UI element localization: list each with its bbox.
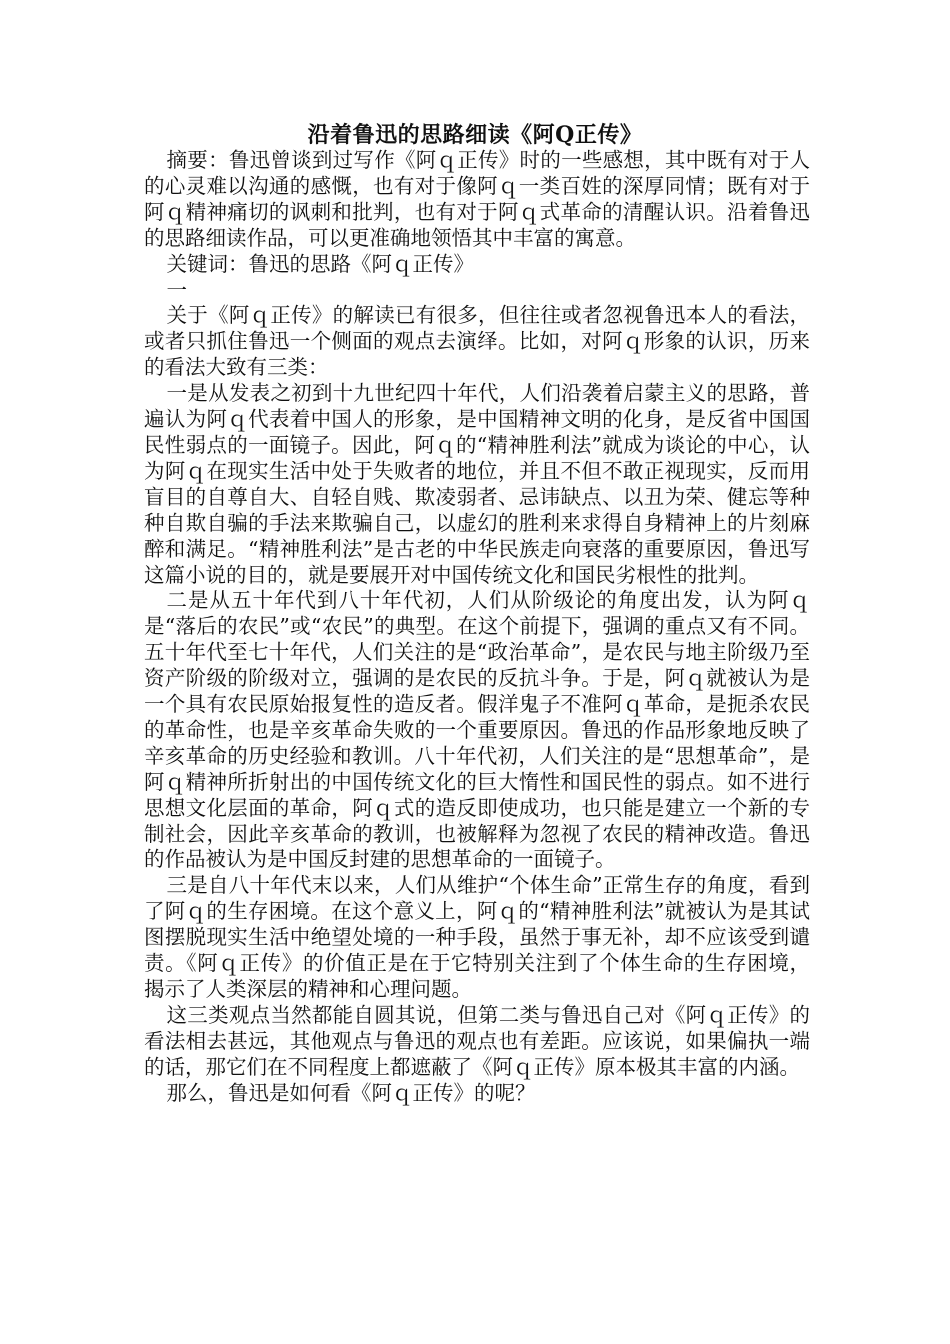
- body-paragraph: 二是从五十年代到八十年代初，人们从阶级论的角度出发，认为阿ｑ是“落后的农民”或“农民”的典型。在这个前提下，强调的重点又有不同。五十年代至七十年代，人们关注的是“政治革命”，是农民与地主阶级乃至资产阶级的阶级对立，强调的是农民的反抗斗争。于是，阿ｑ就被认为是一个具有农民原始报复性的造反者。假洋鬼子不准阿ｑ革命，是扼杀农民的革命性，也是辛亥革命失败的一个重要原因。鲁迅的作品形象地反映了辛亥革命的历史经验和教训。八十年代初，人们关注的是“思想革命”，是阿ｑ精神所折射出的中国传统文化的巨大惰性和国民性的弱点。如不进行思想文化层面的革命，阿ｑ式的造反即使成功，也只能是建立一个新的专制社会，因此辛亥革命的教训，也被解释为忽视了农民的精神改造。鲁迅的作品被认为是中国反封建的思想革命的一面镜子。: [144, 588, 810, 872]
- body-paragraph: 一是从发表之初到十九世纪四十年代，人们沿袭着启蒙主义的思路，普遍认为阿ｑ代表着中国人的形象，是中国精神文明的化身，是反省中国国民性弱点的一面镜子。因此，阿ｑ的“精神胜利法”就成为谈论的中心，认为阿ｑ在现实生活中处于失败者的地位，并且不但不敢正视现实，反而用盲目的自尊自大、自轻自贱、欺凌弱者、忌讳缺点、以丑为荣、健忘等种种自欺自骗的手法来欺骗自己，以虚幻的胜利来求得自身精神上的片刻麻醉和满足。“精神胜利法”是古老的中华民族走向衰落的重要原因，鲁迅写这篇小说的目的，就是要展开对中国传统文化和国民劣根性的批判。: [144, 381, 810, 587]
- body-paragraph: 那么，鲁迅是如何看《阿ｑ正传》的呢？: [166, 1080, 536, 1105]
- document-body: [144, 148, 810, 1107]
- keywords-paragraph: 关键词：鲁迅的思路《阿ｑ正传》: [166, 251, 475, 276]
- document-title: 沿着鲁迅的思路细读《阿Q正传》: [307, 122, 643, 148]
- abstract-paragraph: 摘要：鲁迅曾谈到过写作《阿ｑ正传》时的一些感想，其中既有对于人的心灵难以沟通的感慨，也有对于像阿ｑ一类百姓的深厚同情；既有对于阿ｑ精神痛切的讽刺和批判，也有对于阿ｑ式革命的清醒认识。沿着鲁迅的思路细读作品，可以更准确地领悟其中丰富的寓意。: [144, 148, 810, 250]
- section-heading: 一: [166, 277, 188, 302]
- body-paragraph: 关于《阿ｑ正传》的解读已有很多，但往往或者忽视鲁迅本人的看法，或者只抓住鲁迅一个侧面的观点去演绎。比如，对阿ｑ形象的认识，历来的看法大致有三类：: [144, 303, 810, 380]
- body-paragraph: 三是自八十年代末以来，人们从维护“个体生命”正常生存的角度，看到了阿ｑ的生存困境。在这个意义上，阿ｑ的“精神胜利法”就被认为是其试图摆脱现实生活中绝望处境的一种手段，虽然于事无补，却不应该受到谴责。《阿ｑ正传》的价值正是在于它特别关注到了个体生命的生存困境，揭示了人类深层的精神和心理问题。: [144, 873, 810, 1001]
- body-paragraph: 这三类观点当然都能自圆其说，但第二类与鲁迅自己对《阿ｑ正传》的看法相去甚远，其他观点与鲁迅的观点也有差距。应该说，如果偏执一端的话，那它们在不同程度上都遮蔽了《阿ｑ正传》原本极其丰富的内涵。: [144, 1002, 810, 1079]
